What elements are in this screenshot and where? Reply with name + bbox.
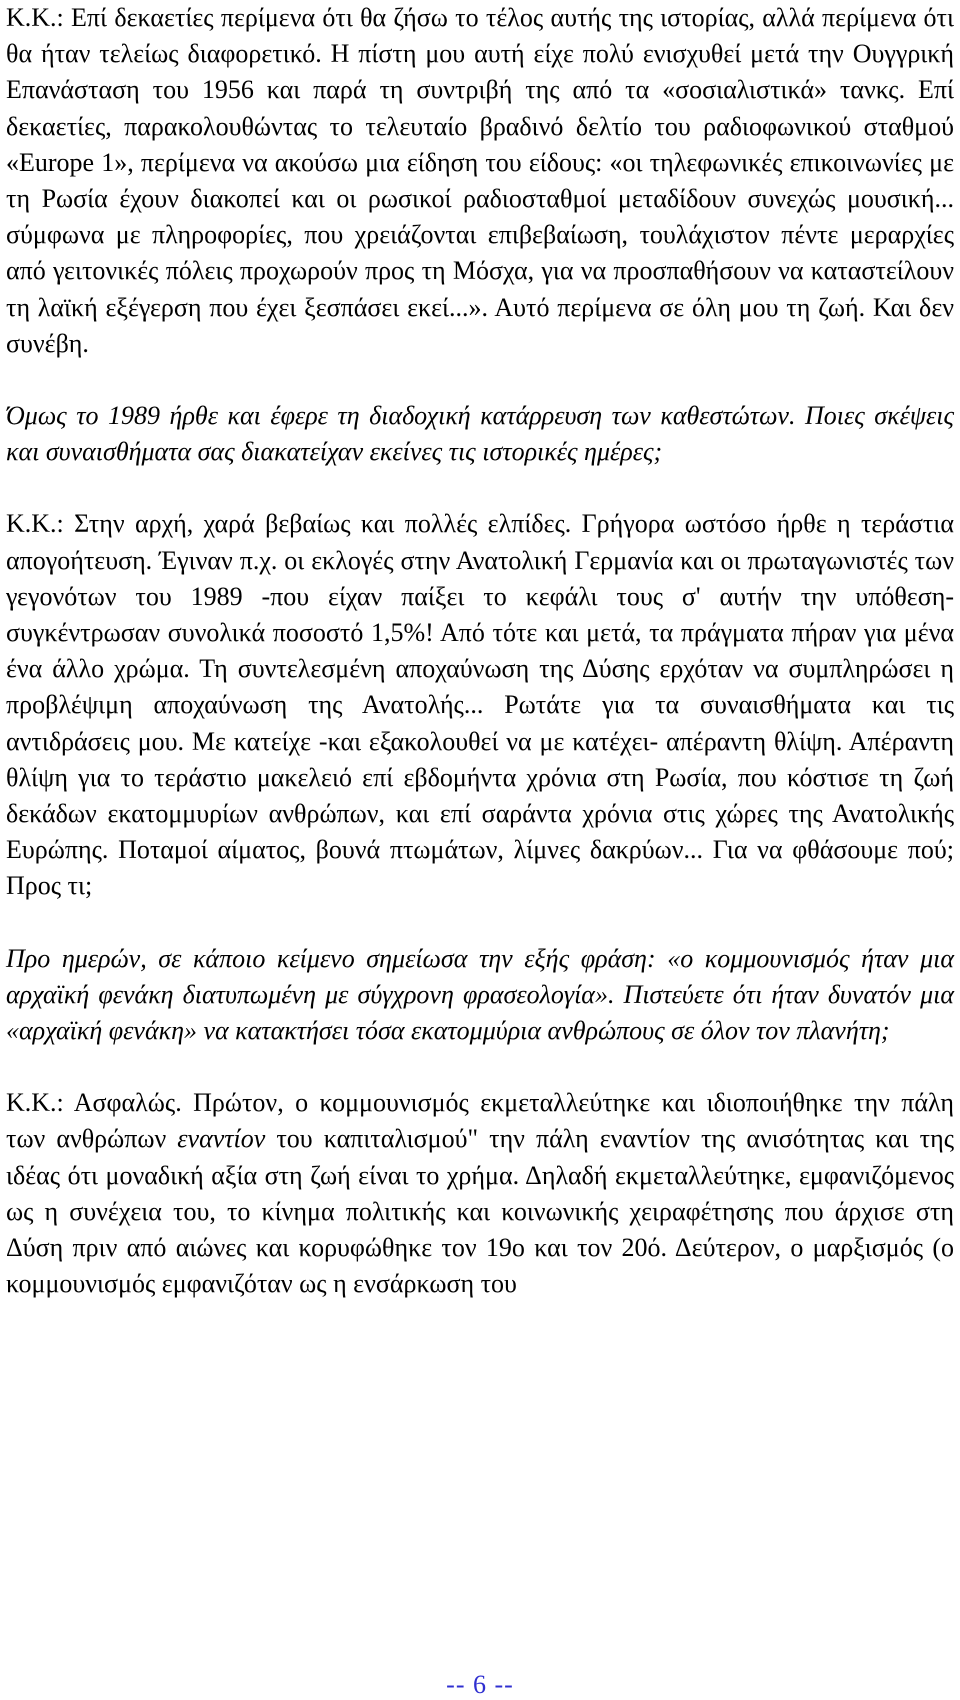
answer-paragraph-1: Κ.Κ.: Επί δεκαετίες περίμενα ότι θα ζήσω το τέλος αυτής της ιστορίας, αλλά περίμενα ότι θα ήταν τελείως διαφορετικό. Η πίστη μου αυτή είχε πολύ ενισχυθεί μετά την Ουγγρική Επανάσταση του 1956 και παρά τη συντριβή της από τα «σοσιαλιστικά» τανκς. Επί δεκαετίες, παρακολουθώντας το τελευταίο βραδινό δελτίο του ραδιοφωνικού σταθμού «Europe 1», περίμενα να ακούσω μια είδηση του είδους: «οι τηλεφωνικές επικοινωνίες με τη Ρωσία έχουν διακοπεί και οι ρωσικοί ραδιοσταθμοί μεταδίδουν συνεχώς μουσική... σύμφωνα με πληροφορίες, που χρειάζονται επιβεβαίωση, τουλάχιστον πέντε μεραρχίες από γειτονικές πόλεις προχωρούν προς τη Μόσχα, για να προσπαθήσουν να καταστείλουν τη λαϊκή εξέγερση που έχει ξεσπάσει εκεί...». Αυτό περίμενα σε όλη μου τη ζωή. Και δεν συνέβη.	[6, 3, 954, 358]
question-paragraph-2: Προ ημερών, σε κάποιο κείμενο σημείωσα την εξής φράση: «ο κομμουνισμός ήταν μια αρχαϊκή φενάκη διατυπωμένη με σύγχρονη φρασεολογία». Πιστεύετε ότι ήταν δυνατόν μια «αρχαϊκή φενάκη» να κατακτήσει τόσα εκατομμύρια ανθρώπους σε όλον τον πλανήτη;	[6, 943, 954, 1046]
answer-3-emphasis: εναντίον	[177, 1124, 266, 1154]
document-body	[6, 0, 954, 1303]
question-paragraph-1: Όμως το 1989 ήρθε και έφερε τη διαδοχική κατάρρευση των καθεστώτων. Ποιες σκέψεις και συναισθήματα σας διακατείχαν εκείνες τις ιστορικές ημέρες;	[6, 401, 954, 467]
answer-3-text-end: του καπιταλισμού" την πάλη εναντίον της ανισότητας και της ιδέας ότι μοναδική αξία στη ζωή είναι το χρήμα. Δηλαδή εκμεταλλεύτηκε, εμφανιζόμενος ως η συνέχεια του, το κίνημα πολιτικής και κοινωνικής χειραφέτησης που άρχισε στη Δύση πριν από αιώνες και κορυφώθηκε τον 19ο και τον 20ό. Δεύτερον, ο μαρξισμός (ο κομμουνισμός εμφανιζόταν ως η ενσάρκωση του	[6, 1124, 955, 1299]
answer-paragraph-3	[6, 1085, 954, 1302]
page-number: -- 6 --	[446, 1670, 514, 1699]
answer-3-text-start: Κ.Κ.: Ασφαλώς. Πρώτον, ο κομμουνισμός εκμεταλλεύτηκε και ιδιοποιήθηκε την πάλη των ανθρώπων	[6, 1088, 954, 1154]
answer-paragraph-2: Κ.Κ.: Στην αρχή, χαρά βεβαίως και πολλές ελπίδες. Γρήγορα ωστόσο ήρθε η τεράστια απογοήτευση. Έγιναν π.χ. οι εκλογές στην Ανατολική Γερμανία και οι πρωταγωνιστές των γεγονότων του 1989 -που είχαν παίξει το κεφάλι τους σ' αυτήν την υπόθεση- συγκέντρωσαν συνολικά ποσοστό 1,5%! Από τότε και μετά, τα πράγματα πήραν για μένα ένα άλλο χρώμα. Τη συντελεσμένη αποχαύνωση της Δύσης ερχόταν να συμπληρώσει η προβλέψιμη αποχαύνωση της Ανατολής... Ρωτάτε για τα συναισθήματα και τις αντιδράσεις μου. Με κατείχε -και εξακολουθεί να με κατέχει- απέραντη θλίψη. Απέραντη θλίψη για το τεράστιο μακελειό επί εβδομήντα χρόνια στη Ρωσία, που κόστισε τη ζωή δεκάδων εκατομμυρίων ανθρώπων, και επί σαράντα χρόνια στις χώρες της Ανατολικής Ευρώπης. Ποταμοί αίματος, βουνά πτωμάτων, λίμνες δακρύων... Για να φθάσουμε πού; Προς τι;	[6, 509, 954, 901]
